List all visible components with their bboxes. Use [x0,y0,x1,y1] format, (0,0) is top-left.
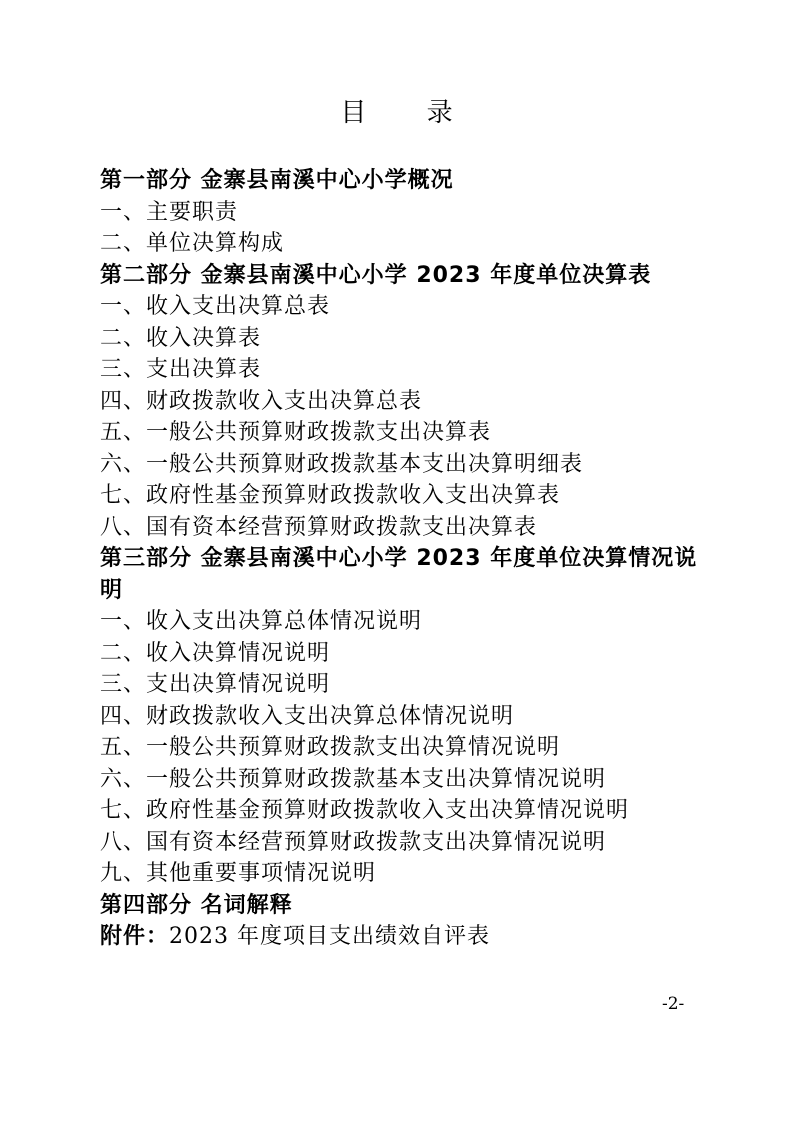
toc-part3-item: 九、其他重要事项情况说明 [100,861,377,886]
toc-part1-heading: 第一部分 金寨县南溪中心小学概况 [100,168,454,193]
toc-part4-heading: 第四部分 名词解释 [100,892,293,918]
toc-part3-item: 四、财政拨款收入支出决算总体情况说明 [100,703,515,729]
toc-part3-item: 二、收入决算情况说明 [100,640,331,666]
toc-part2-item: 四、财政拨款收入支出决算总表 [100,388,423,414]
toc-part2-item: 五、一般公共预算财政拨款支出决算表 [100,420,492,445]
toc-part2-item: 八、国有资本经营预算财政拨款支出决算表 [100,514,538,540]
toc-part2-item: 七、政府性基金预算财政拨款收入支出决算表 [100,483,561,508]
toc-part1-item: 一、主要职责 [100,199,239,225]
toc-part2-item: 一、收入支出决算总表 [100,294,331,319]
attachment-label: 附件： [100,924,170,949]
toc-part2-heading: 第二部分 金寨县南溪中心小学 2023 年度单位决算表 [100,262,652,288]
toc-part3-item: 八、国有资本经营预算财政拨款支出决算情况说明 [100,829,607,855]
toc-part2-item: 二、收入决算表 [100,325,262,351]
toc-part2-item: 三、支出决算表 [100,357,262,382]
table-of-contents [100,165,720,953]
attachment-text: 2023 年度项目支出绩效自评表 [169,924,490,949]
page-title: 目 录 [340,98,479,128]
toc-part3-item: 七、政府性基金预算财政拨款收入支出决算情况说明 [100,798,630,823]
toc-attachment [100,921,720,953]
toc-part3-heading: 第三部分 金寨县南溪中心小学 2023 年度单位决算情况说明 [100,546,698,603]
toc-part3-item: 一、收入支出决算总体情况说明 [100,609,423,634]
toc-part1-item: 二、单位决算构成 [100,231,285,256]
toc-part3-item: 六、一般公共预算财政拨款基本支出决算情况说明 [100,766,607,792]
toc-part3-item: 三、支出决算情况说明 [100,672,331,697]
page-number: -2- [662,994,685,1014]
toc-part3-item: 五、一般公共预算财政拨款支出决算情况说明 [100,735,561,760]
toc-part2-item: 六、一般公共预算财政拨款基本支出决算明细表 [100,451,584,477]
